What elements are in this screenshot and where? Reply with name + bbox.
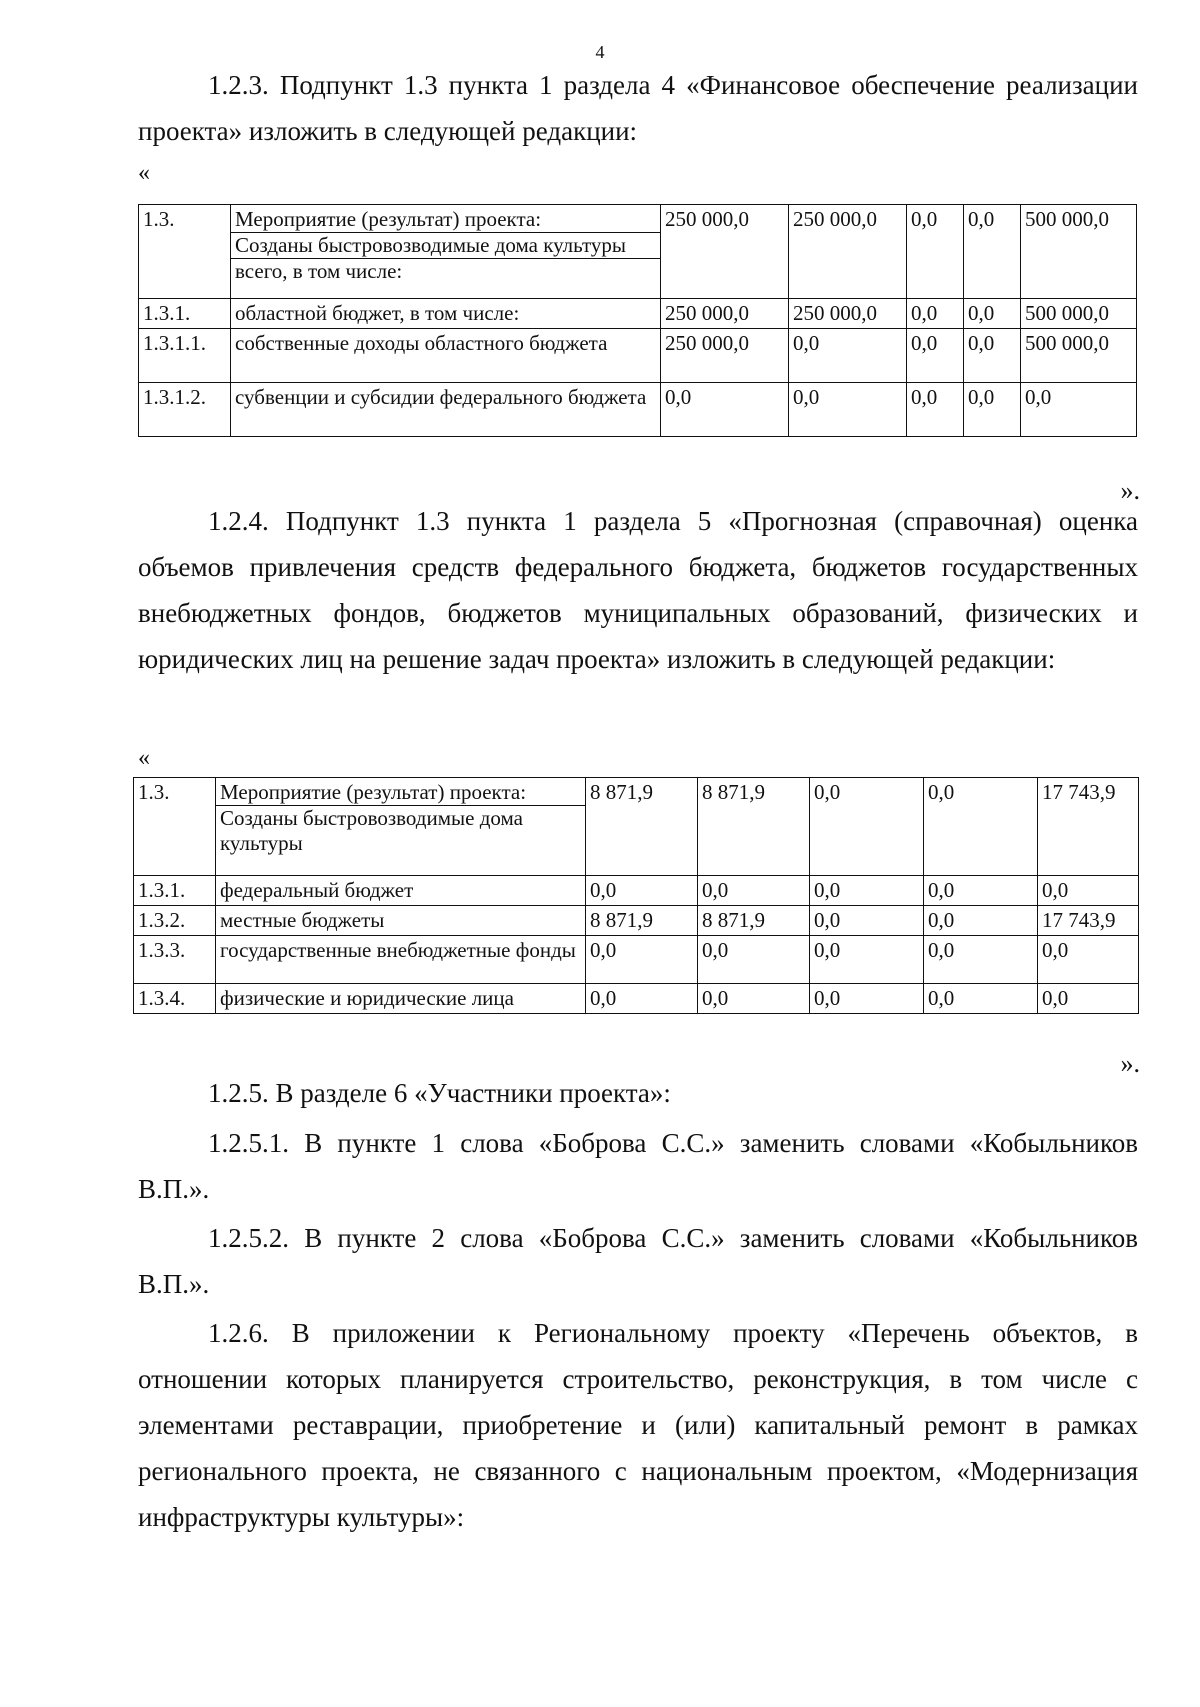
table-row (134, 778, 1139, 876)
paragraph-1-2-4: 1.2.4. Подпункт 1.3 пункта 1 раздела 5 «Прогнозная (справочная) оценка объемов привлечения средств федерального бюджета, бюджетов государственных внебюджетных фондов, бюджетов муниципальных образований, физических и юридических лиц на решение задач проекта» изложить в следующей редакции: (138, 506, 1138, 674)
row-number: 1.3.1. (134, 876, 216, 906)
row-name-part: Мероприятие (результат) проекта: (235, 207, 542, 231)
value-cell: 0,0 (661, 383, 789, 437)
row-name: государственные внебюджетные фонды (216, 936, 586, 984)
value-cell: 0,0 (1021, 383, 1137, 437)
value-cell: 500 000,0 (1021, 205, 1137, 299)
finance-table (138, 204, 1137, 437)
row-number: 1.3.4. (134, 984, 216, 1014)
row-name (231, 205, 661, 299)
value-cell: 0,0 (924, 876, 1038, 906)
value-cell: 0,0 (964, 299, 1021, 329)
value-cell: 0,0 (698, 876, 810, 906)
row-name: физические и юридические лица (216, 984, 586, 1014)
value-cell: 8 871,9 (698, 778, 810, 876)
value-cell: 0,0 (1038, 876, 1139, 906)
value-cell: 500 000,0 (1021, 329, 1137, 383)
value-cell: 0,0 (586, 984, 698, 1014)
paragraph-1-2-5-1: 1.2.5.1. В пункте 1 слова «Боброва С.С.» заменить словами «Кобыльников В.П.». (138, 1128, 1138, 1204)
value-cell: 500 000,0 (1021, 299, 1137, 329)
table-row (139, 299, 1137, 329)
value-cell: 250 000,0 (661, 205, 789, 299)
value-cell: 0,0 (810, 876, 924, 906)
row-name (216, 778, 586, 876)
value-cell: 250 000,0 (661, 329, 789, 383)
value-cell: 0,0 (789, 383, 907, 437)
row-name: федеральный бюджет (216, 876, 586, 906)
value-cell: 17 743,9 (1038, 778, 1139, 876)
page-number: 4 (595, 42, 605, 62)
row-name-part: Созданы быстровозводимые дома культуры (216, 805, 585, 856)
table-row (134, 906, 1139, 936)
value-cell: 0,0 (907, 383, 964, 437)
value-cell: 0,0 (789, 329, 907, 383)
value-cell: 8 871,9 (586, 778, 698, 876)
value-cell: 0,0 (810, 778, 924, 876)
row-number: 1.3. (134, 778, 216, 876)
row-number: 1.3.2. (134, 906, 216, 936)
value-cell: 0,0 (924, 778, 1038, 876)
value-cell: 0,0 (907, 205, 964, 299)
value-cell: 0,0 (964, 205, 1021, 299)
row-name-part: всего, в том числе: (231, 258, 660, 284)
value-cell: 0,0 (810, 936, 924, 984)
row-number: 1.3.1. (139, 299, 231, 329)
value-cell: 0,0 (1038, 984, 1139, 1014)
quote-open-1: « (138, 160, 150, 186)
row-name: областной бюджет, в том числе: (231, 299, 661, 329)
row-name-part: Мероприятие (результат) проекта: (220, 780, 527, 804)
value-cell: 0,0 (924, 906, 1038, 936)
value-cell: 0,0 (586, 876, 698, 906)
quote-close-2: ». (1120, 1049, 1140, 1078)
value-cell: 0,0 (907, 329, 964, 383)
paragraph-1-2-5-2: 1.2.5.2. В пункте 2 слова «Боброва С.С.» заменить словами «Кобыльников В.П.». (138, 1223, 1138, 1299)
quote-close-1: ». (1120, 476, 1140, 505)
row-name-part: Созданы быстровозводимые дома культуры (231, 232, 660, 258)
forecast-table (133, 777, 1139, 1014)
value-cell: 17 743,9 (1038, 906, 1139, 936)
row-number: 1.3.1.2. (139, 383, 231, 437)
value-cell: 0,0 (698, 936, 810, 984)
row-name: местные бюджеты (216, 906, 586, 936)
table-row (134, 936, 1139, 984)
value-cell: 0,0 (810, 984, 924, 1014)
paragraph-1-2-6: 1.2.6. В приложении к Региональному проекту «Перечень объектов, в отношении которых планируется строительство, реконструкция, в том числе с элементами реставрации, приобретение и (или) капитальный ремонт в рамках регионального проекта, не связанного с национальным проектом, «Модернизация инфраструктуры культуры»: (138, 1318, 1138, 1532)
value-cell: 0,0 (964, 329, 1021, 383)
table-row (139, 383, 1137, 437)
row-name: собственные доходы областного бюджета (231, 329, 661, 383)
value-cell: 0,0 (907, 299, 964, 329)
row-number: 1.3.1.1. (139, 329, 231, 383)
value-cell: 0,0 (1038, 936, 1139, 984)
value-cell: 0,0 (586, 936, 698, 984)
value-cell: 8 871,9 (586, 906, 698, 936)
value-cell: 250 000,0 (789, 299, 907, 329)
table-row (134, 984, 1139, 1014)
paragraph-1-2-3: 1.2.3. Подпункт 1.3 пункта 1 раздела 4 «Финансовое обеспечение реализации проекта» изложить в следующей редакции: (138, 70, 1138, 146)
value-cell: 0,0 (810, 906, 924, 936)
table-row (134, 876, 1139, 906)
value-cell: 250 000,0 (661, 299, 789, 329)
table-row (139, 329, 1137, 383)
row-number: 1.3.3. (134, 936, 216, 984)
paragraph-1-2-5: 1.2.5. В разделе 6 «Участники проекта»: (208, 1078, 671, 1108)
row-number: 1.3. (139, 205, 231, 299)
value-cell: 0,0 (698, 984, 810, 1014)
value-cell: 0,0 (964, 383, 1021, 437)
value-cell: 8 871,9 (698, 906, 810, 936)
table-row (139, 205, 1137, 299)
row-name: субвенции и субсидии федерального бюджета (231, 383, 661, 437)
value-cell: 250 000,0 (789, 205, 907, 299)
value-cell: 0,0 (924, 984, 1038, 1014)
quote-open-2: « (138, 745, 150, 771)
value-cell: 0,0 (924, 936, 1038, 984)
